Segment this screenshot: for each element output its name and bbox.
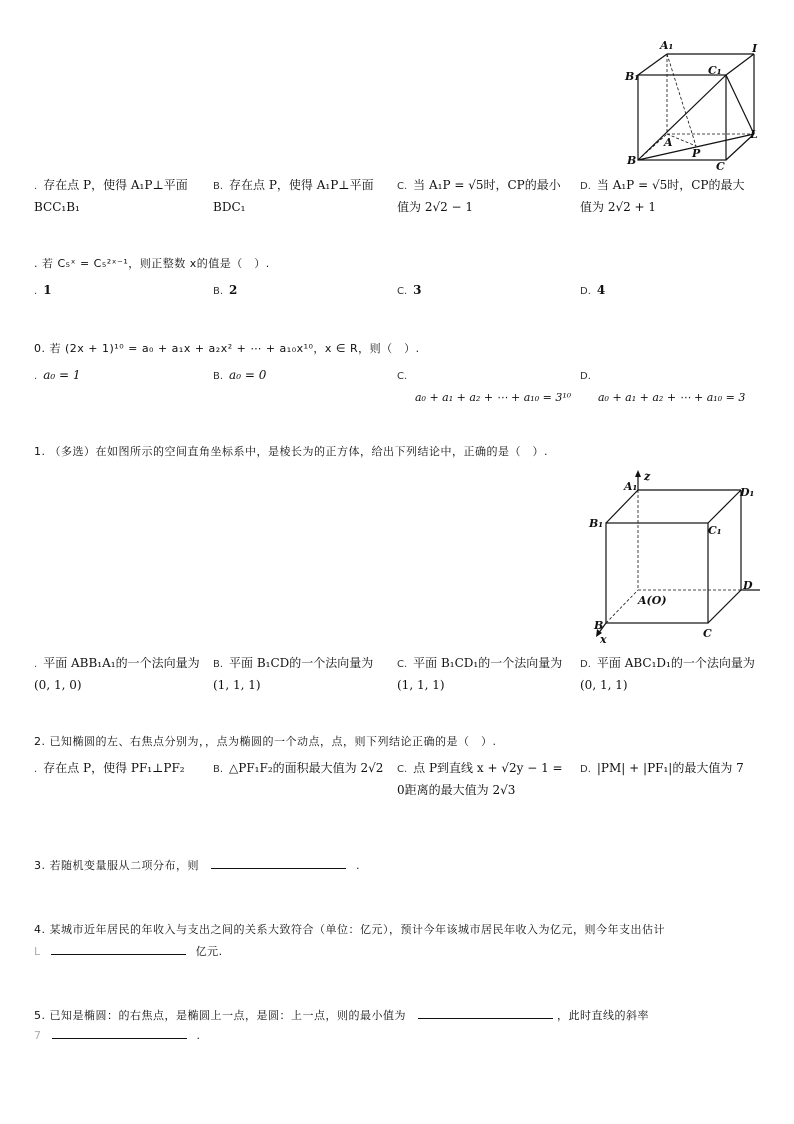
label-z: z — [644, 470, 651, 483]
label-d: D — [743, 579, 753, 592]
q8-option-b[interactable]: B. 存在点 P，使得 A₁P⊥平面 BDC₁ — [213, 178, 374, 214]
q15-answer-blank-2[interactable] — [52, 1038, 187, 1039]
label-c1: C₁ — [708, 64, 722, 77]
label-l: L — [750, 128, 758, 141]
q9-stem: . 若 C₅ˣ = C₅²ˣ⁻¹，则正整数 x的值是（ ）. — [34, 257, 270, 270]
q12-option-a[interactable]: . 存在点 P，使得 PF₁⊥PF₂ — [34, 761, 185, 775]
q12-option-d[interactable]: D. |PM| + |PF₁|的最大值为 7 — [580, 761, 744, 775]
q9-option-d[interactable]: D. 4 — [580, 283, 606, 297]
cube-coordinate-figure-q11 — [588, 468, 768, 648]
label-b: B — [594, 619, 604, 632]
q11-option-d[interactable]: D. 平面 ABC₁D₁的一个法向量为 (0, 1, 1) — [580, 656, 755, 692]
q14-answer-blank[interactable] — [51, 954, 186, 955]
label-d1: D₁ — [740, 486, 755, 499]
q10-stem: 0. 若 (2x + 1)¹⁰ = a₀ + a₁x + a₂x² + ⋯ + a₁₀x¹⁰，x ∈ R，则（ ）. — [34, 342, 420, 355]
q14-stem-line2: L 亿元. — [34, 945, 223, 958]
label-c: C — [703, 627, 712, 640]
q10-option-c[interactable]: C. a₀ + a₁ + a₂ + ⋯ + a₁₀ = 3¹⁰ — [397, 371, 572, 404]
label-a-origin: A(O) — [638, 594, 667, 607]
cube-figure-q8 — [620, 38, 770, 178]
q8-option-a[interactable]: . 存在点 P，使得 A₁P⊥平面 BCC₁B₁ — [34, 178, 188, 214]
q10-option-b[interactable]: B. a₀ = 0 — [213, 368, 267, 382]
q10-option-a[interactable]: . a₀ = 1 — [34, 368, 81, 382]
label-b: B — [627, 154, 637, 167]
q12-option-b[interactable]: B. △PF₁F₂的面积最大值为 2√2 — [213, 761, 384, 775]
label-a1: A₁ — [660, 39, 674, 52]
q13-stem: 3. 若随机变量服从二项分布，则 . — [34, 859, 360, 872]
q15-stem-line2: 7 . — [34, 1029, 201, 1042]
q13-answer-blank[interactable] — [211, 868, 346, 869]
label-c: C — [716, 160, 725, 173]
q12-option-c[interactable]: C. 点 P到直线 x + √2y − 1 = 0距离的最大值为 2√3 — [397, 761, 563, 797]
q11-option-b[interactable]: B. 平面 B₁CD的一个法向量为 (1, 1, 1) — [213, 656, 374, 692]
label-a: A — [664, 136, 673, 149]
q11-option-c[interactable]: C. 平面 B₁CD₁的一个法向量为 (1, 1, 1) — [397, 656, 563, 692]
q15-answer-blank-1[interactable] — [418, 1018, 553, 1019]
label-b1: B₁ — [625, 70, 640, 83]
label-x: x — [600, 633, 607, 646]
label-b1: B₁ — [589, 517, 604, 530]
q15-stem-line1: 5. 已知是椭圆：的右焦点，是椭圆上一点，是圆：上一点，则的最小值为 ，此时直线的斜率 — [34, 1009, 649, 1022]
q12-stem: 2. 已知椭圆的左、右焦点分别为，，点为椭圆的一个动点，点，则下列结论正确的是（ ）. — [34, 735, 497, 748]
label-c1: C₁ — [708, 524, 722, 537]
q9-option-c[interactable]: C. 3 — [397, 283, 422, 297]
q14-stem-line1: 4. 某城市近年居民的年收入与支出之间的关系大致符合（单位：亿元），预计今年该城市居民年收入为亿元，则今年支出估计 — [34, 923, 665, 936]
q10-option-d[interactable]: D. a₀ + a₁ + a₂ + ⋯ + a₁₀ = 3 — [580, 371, 746, 404]
q11-stem: 1. （多选）在如图所示的空间直角坐标系中，是棱长为的正方体，给出下列结论中，正确的是（ ）. — [34, 445, 548, 458]
q11-option-a[interactable]: . 平面 ABB₁A₁的一个法向量为 (0, 1, 0) — [34, 656, 200, 692]
q8-option-d[interactable]: D. 当 A₁P = √5时，CP的最大值为 2√2 + 1 — [580, 178, 745, 214]
label-a1: A₁ — [624, 480, 638, 493]
q8-option-c[interactable]: C. 当 A₁P = √5时，CP的最小值为 2√2 − 1 — [397, 178, 561, 214]
q9-option-a[interactable]: . 1 — [34, 283, 52, 297]
q9-option-b[interactable]: B. 2 — [213, 283, 238, 297]
label-p: P — [692, 147, 701, 160]
label-i: I — [752, 42, 758, 55]
